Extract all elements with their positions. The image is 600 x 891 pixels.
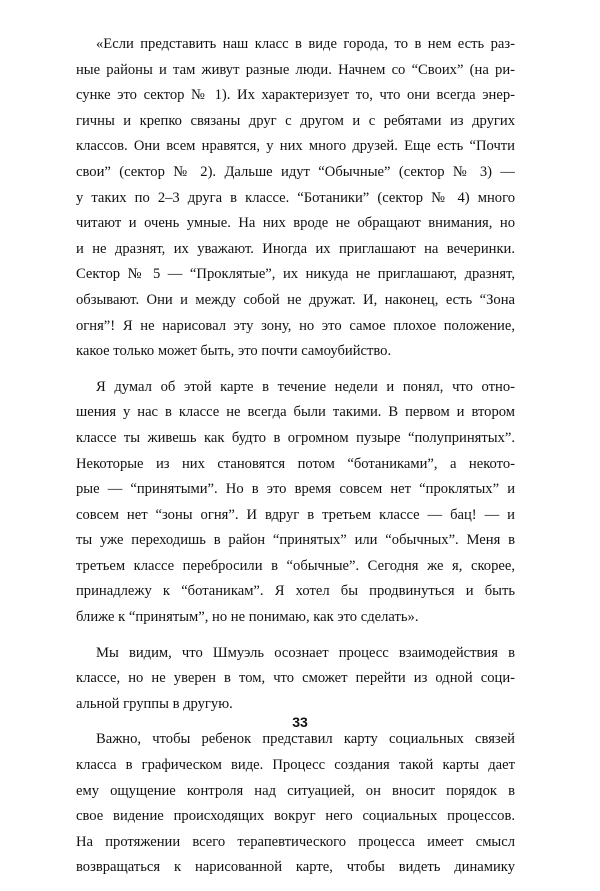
paragraph <box>76 641 515 718</box>
text-line: свои” (сектор № 2). Дальше идут “Обычные” (сектор № 3) — <box>76 163 515 180</box>
page-number: 33 <box>292 714 308 730</box>
text-line: у таких по 2–3 друга в классе. “Ботаники” (сектор № 4) много <box>76 189 515 206</box>
text-line: ные районы и там живут разные люди. Начнем со “Своих” (на ри- <box>76 61 515 78</box>
paragraph <box>76 32 515 365</box>
text-line: классе, но не уверен в том, что сможет перейти из одной соци- <box>76 670 515 687</box>
text-line: третьем классе перебросили в “обычные”. Сегодня же я, скорее, <box>76 557 515 574</box>
text-line: читают и очень умные. На них вроде не обращают внимания, но <box>76 215 515 232</box>
text-line: Важно, чтобы ребенок представил карту социальных связей <box>96 731 515 748</box>
text-line: «Если представить наш класс в виде города, то в нем есть раз- <box>96 36 515 52</box>
text-line: На протяжении всего терапевтического процесса имеет смысл <box>76 833 515 850</box>
text-line: альной группы в другую. <box>76 695 233 712</box>
text-line: свое видение происходящих вокруг него социальных процессов. <box>76 808 515 825</box>
text-line: Я думал об этой карте в течение недели и понял, что отно- <box>96 378 515 395</box>
text-line: шения у нас в классе не всегда были такими. В первом и втором <box>76 404 515 421</box>
text-line: обзывают. Они и между собой не дружат. И, наконец, есть “Зона <box>76 291 515 308</box>
text-line: Сектор № 5 — “Проклятые”, их никуда не приглашают, дразнят, <box>76 266 515 283</box>
text-line: и не дразнят, их уважают. Иногда их приглашают на вечеринки. <box>76 240 515 257</box>
text-line: совсем нет “зоны огня”. И вдруг в третьем классе — бац! — и <box>76 506 515 523</box>
body-text <box>76 32 515 891</box>
text-line: принадлежу к “ботаникам”. Я хотел бы продвинуться и быть <box>76 583 515 600</box>
text-line: классов. Они всем нравятся, у них много друзей. Еще есть “Почти <box>76 138 515 155</box>
text-line: классе ты живешь как будто в огромном пузыре “полупринятых”. <box>76 429 515 446</box>
text-line: Мы видим, что Шмуэль осознает процесс взаимодействия в <box>96 644 515 661</box>
text-line: какое только может быть, это почти самоубийство. <box>76 343 392 360</box>
text-line: сунке это сектор № 1). Их характеризует то, что они всегда энер- <box>76 87 515 104</box>
paragraph <box>76 727 515 881</box>
text-line: ближе к “принятым”, но не понимаю, как это сделать». <box>76 609 419 626</box>
text-line: класса в графическом виде. Процесс создания такой карты дает <box>76 757 515 774</box>
text-line: огня”! Я не нарисовал эту зону, но это самое плохое положение, <box>76 317 515 334</box>
text-line: Некоторые из них становятся потом “ботаниками”, а некото- <box>76 455 515 472</box>
text-line: возвращаться к нарисованной карте, чтобы видеть динамику <box>76 859 515 876</box>
text-line: рые — “принятыми”. Но в это время совсем нет “проклятых” и <box>76 481 515 498</box>
text-line: ему ощущение контроля над ситуацией, он вносит порядок в <box>76 782 515 799</box>
text-line: гичны и крепко связаны друг с другом и с ребятами из других <box>76 112 515 129</box>
text-line: ты уже переходишь в район “принятых” или “обычных”. Меня в <box>76 532 515 549</box>
paragraph <box>76 375 515 631</box>
